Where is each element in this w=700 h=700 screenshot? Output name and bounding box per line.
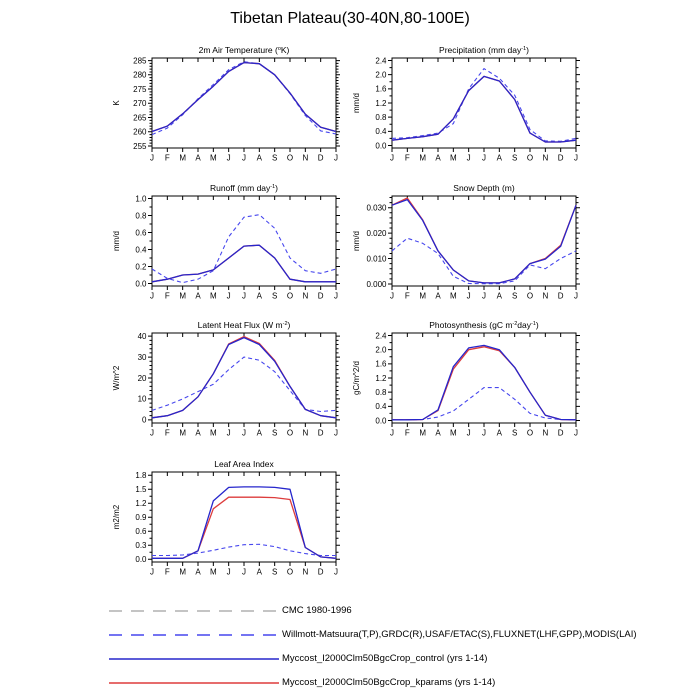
x-tick-label: J bbox=[334, 428, 338, 438]
series-line-control bbox=[152, 63, 336, 132]
series-line-obs bbox=[152, 357, 336, 411]
x-tick-label: S bbox=[271, 291, 278, 301]
x-tick-label: J bbox=[466, 428, 471, 438]
series-line-kparams bbox=[152, 63, 336, 132]
x-tick-label: J bbox=[242, 153, 246, 163]
figure-title: Tibetan Plateau(30-40N,80-100E) bbox=[230, 10, 470, 27]
x-tick-label: A bbox=[435, 428, 441, 438]
x-tick-label: J bbox=[334, 567, 338, 577]
x-tick-label: F bbox=[164, 428, 170, 438]
y-tick-label: 275 bbox=[133, 84, 147, 94]
x-tick-label: A bbox=[195, 428, 201, 438]
x-tick-label: N bbox=[302, 567, 309, 577]
y-tick-label: 0.0 bbox=[135, 279, 147, 289]
y-tick-label: 10 bbox=[137, 394, 147, 404]
x-tick-label: M bbox=[179, 567, 187, 577]
y-tick-label: 1.6 bbox=[375, 359, 387, 369]
x-tick-label: J bbox=[466, 291, 471, 301]
y-tick-label: 0.4 bbox=[375, 127, 387, 137]
y-axis-label: W/m^2 bbox=[112, 365, 121, 391]
legend-label: CMC 1980-1996 bbox=[282, 604, 352, 616]
x-tick-label: M bbox=[449, 428, 457, 438]
y-tick-label: 0.3 bbox=[135, 541, 147, 551]
y-tick-label: 2.0 bbox=[375, 345, 387, 355]
y-tick-label: 0.0 bbox=[375, 416, 387, 426]
x-tick-label: J bbox=[242, 291, 246, 301]
panel-title: 2m Air Temperature ($^o$K) bbox=[198, 45, 290, 55]
y-tick-label: 285 bbox=[133, 56, 147, 66]
y-tick-label: 1.2 bbox=[375, 98, 387, 108]
y-tick-label: 270 bbox=[133, 99, 147, 109]
x-tick-label: J bbox=[150, 291, 154, 301]
x-tick-label: M bbox=[449, 291, 457, 301]
y-tick-label: 2.4 bbox=[375, 331, 387, 341]
x-tick-label: M bbox=[419, 428, 427, 438]
x-tick-label: A bbox=[256, 153, 263, 163]
y-tick-label: 0.0 bbox=[135, 555, 147, 565]
x-tick-label: D bbox=[317, 153, 324, 163]
y-axis-label: K bbox=[112, 100, 121, 106]
y-tick-label: 280 bbox=[133, 70, 147, 80]
x-tick-label: S bbox=[511, 153, 518, 163]
x-tick-label: A bbox=[195, 291, 201, 301]
series-line-obs bbox=[152, 215, 336, 283]
y-tick-label: 2.0 bbox=[375, 70, 387, 80]
y-tick-label: 0.000 bbox=[366, 279, 387, 289]
y-axis-label: mm/d bbox=[112, 231, 121, 251]
x-tick-label: N bbox=[302, 291, 309, 301]
y-axis-label: gC/m^2/d bbox=[352, 361, 361, 395]
y-tick-label: 1.2 bbox=[135, 499, 147, 509]
y-tick-label: 0 bbox=[142, 415, 147, 425]
y-tick-label: 20 bbox=[137, 373, 147, 383]
y-axis-label: mm/d bbox=[352, 231, 361, 251]
x-tick-label: J bbox=[226, 291, 231, 301]
x-tick-label: S bbox=[271, 567, 278, 577]
series-line-control bbox=[152, 245, 336, 282]
x-tick-label: A bbox=[435, 153, 441, 163]
y-tick-label: 0.2 bbox=[135, 262, 147, 272]
x-tick-label: M bbox=[419, 291, 427, 301]
series-line-obs bbox=[392, 69, 576, 142]
x-tick-label: J bbox=[150, 153, 154, 163]
x-tick-label: J bbox=[334, 291, 338, 301]
y-tick-label: 0.0 bbox=[375, 141, 387, 151]
x-tick-label: A bbox=[256, 567, 263, 577]
x-tick-label: S bbox=[511, 291, 518, 301]
x-tick-label: J bbox=[150, 428, 154, 438]
series-line-obs bbox=[392, 388, 576, 420]
x-tick-label: F bbox=[164, 291, 170, 301]
y-tick-label: 265 bbox=[133, 113, 147, 123]
x-tick-label: A bbox=[256, 291, 263, 301]
x-tick-label: M bbox=[449, 153, 457, 163]
y-tick-label: 30 bbox=[137, 352, 147, 362]
legend-line-kparams bbox=[108, 680, 280, 686]
x-tick-label: S bbox=[271, 153, 278, 163]
legend-label: Myccost_I2000Clm50BgcCrop_control (yrs 1-14) bbox=[282, 652, 488, 664]
x-tick-label: M bbox=[209, 153, 217, 163]
x-tick-label: A bbox=[195, 567, 201, 577]
series-line-control bbox=[152, 338, 336, 418]
y-tick-label: 0.010 bbox=[366, 254, 387, 264]
panel-runoff bbox=[106, 181, 356, 315]
x-tick-label: N bbox=[302, 428, 309, 438]
panel-title: Latent Heat Flux (W $m^{-2}$) bbox=[197, 320, 291, 330]
panel-title: Leaf Area Index bbox=[214, 459, 274, 469]
x-tick-label: J bbox=[390, 428, 394, 438]
x-tick-label: M bbox=[209, 567, 217, 577]
x-tick-label: J bbox=[574, 153, 578, 163]
series-line-control bbox=[392, 76, 576, 142]
y-tick-label: 0.4 bbox=[375, 402, 387, 412]
panel-latent-heat-flux bbox=[106, 318, 356, 452]
x-tick-label: D bbox=[557, 428, 564, 438]
x-tick-label: F bbox=[404, 428, 410, 438]
x-tick-label: O bbox=[286, 428, 294, 438]
legend-label: Myccost_I2000Clm50BgcCrop_kparams (yrs 1-14) bbox=[282, 676, 496, 688]
panel-snow-depth bbox=[346, 181, 596, 315]
x-tick-label: S bbox=[511, 428, 518, 438]
series-line-obs bbox=[392, 238, 576, 284]
y-tick-label: 0.8 bbox=[375, 112, 387, 122]
y-tick-label: 1.6 bbox=[375, 84, 387, 94]
x-tick-label: S bbox=[271, 428, 278, 438]
x-tick-label: J bbox=[242, 428, 246, 438]
x-tick-label: J bbox=[226, 567, 231, 577]
x-tick-label: J bbox=[334, 153, 338, 163]
y-tick-label: 0.020 bbox=[366, 228, 387, 238]
panel-photosynthesis bbox=[346, 318, 596, 452]
x-tick-label: A bbox=[435, 291, 441, 301]
x-tick-label: O bbox=[286, 291, 294, 301]
panel-title: Precipitation (mm day$^{-1}$) bbox=[439, 45, 529, 55]
y-axis-label: mm/d bbox=[352, 93, 361, 113]
y-tick-label: 1.5 bbox=[135, 485, 147, 495]
x-tick-label: A bbox=[195, 153, 201, 163]
series-line-control bbox=[392, 345, 576, 419]
x-tick-label: J bbox=[466, 153, 471, 163]
x-tick-label: J bbox=[482, 291, 486, 301]
panel-title: Snow Depth (m) bbox=[453, 183, 515, 193]
series-line-kparams bbox=[392, 347, 576, 420]
x-tick-label: J bbox=[242, 567, 246, 577]
x-tick-label: D bbox=[317, 567, 324, 577]
x-tick-label: J bbox=[390, 291, 394, 301]
panel-title: Runoff (mm day$^{-1}$) bbox=[209, 183, 279, 193]
x-tick-label: D bbox=[317, 428, 324, 438]
x-tick-label: M bbox=[209, 291, 217, 301]
x-tick-label: J bbox=[390, 153, 394, 163]
x-tick-label: J bbox=[226, 428, 231, 438]
x-tick-label: N bbox=[542, 428, 549, 438]
x-tick-label: O bbox=[286, 153, 294, 163]
x-tick-label: J bbox=[482, 153, 486, 163]
y-tick-label: 2.4 bbox=[375, 56, 387, 66]
y-tick-label: 0.8 bbox=[375, 387, 387, 397]
x-tick-label: A bbox=[496, 291, 503, 301]
x-tick-label: N bbox=[542, 153, 549, 163]
legend-line-control bbox=[108, 656, 280, 662]
y-tick-label: 1.2 bbox=[375, 373, 387, 383]
x-tick-label: D bbox=[557, 153, 564, 163]
x-tick-label: M bbox=[179, 153, 187, 163]
x-tick-label: F bbox=[404, 291, 410, 301]
x-tick-label: N bbox=[302, 153, 309, 163]
series-line-control bbox=[392, 200, 576, 283]
x-tick-label: F bbox=[404, 153, 410, 163]
x-tick-label: D bbox=[317, 291, 324, 301]
x-tick-label: A bbox=[496, 428, 503, 438]
x-tick-label: J bbox=[574, 291, 578, 301]
x-tick-label: O bbox=[286, 567, 294, 577]
x-tick-label: M bbox=[179, 428, 187, 438]
series-line-kparams bbox=[152, 337, 336, 418]
legend-line-cmc bbox=[108, 608, 280, 614]
y-tick-label: 0.6 bbox=[135, 527, 147, 537]
x-tick-label: O bbox=[526, 428, 534, 438]
x-tick-label: O bbox=[526, 153, 534, 163]
panel-title: Photosynthesis (gC $m^{-2}day^{-1}$) bbox=[429, 320, 539, 330]
y-tick-label: 0.9 bbox=[135, 513, 147, 523]
x-tick-label: J bbox=[574, 428, 578, 438]
panel-leaf-area-index bbox=[106, 457, 356, 591]
y-tick-label: 0.6 bbox=[135, 228, 147, 238]
y-tick-label: 1.8 bbox=[135, 471, 147, 481]
x-tick-label: M bbox=[419, 153, 427, 163]
series-line-kparams bbox=[392, 198, 576, 283]
y-tick-label: 40 bbox=[137, 331, 147, 341]
series-line-kparams bbox=[392, 76, 576, 142]
x-tick-label: A bbox=[256, 428, 263, 438]
x-tick-label: F bbox=[164, 567, 170, 577]
y-axis-label: m2/m2 bbox=[112, 504, 121, 530]
y-tick-label: 0.030 bbox=[366, 203, 387, 213]
x-tick-label: J bbox=[482, 428, 486, 438]
legend-line-obs bbox=[108, 632, 280, 638]
x-tick-label: M bbox=[179, 291, 187, 301]
x-tick-label: D bbox=[557, 291, 564, 301]
series-line-obs bbox=[152, 62, 336, 135]
panel-precipitation bbox=[346, 43, 596, 177]
x-tick-label: N bbox=[542, 291, 549, 301]
y-tick-label: 0.8 bbox=[135, 211, 147, 221]
x-tick-label: O bbox=[526, 291, 534, 301]
x-tick-label: M bbox=[209, 428, 217, 438]
legend-label: Willmott-Matsuura(T,P),GRDC(R),USAF/ETAC(S),FLUXNET(LHF,GPP),MODIS(LAI) bbox=[282, 628, 637, 640]
y-tick-label: 0.4 bbox=[135, 245, 147, 255]
panel-air-temperature bbox=[106, 43, 356, 177]
x-tick-label: F bbox=[164, 153, 170, 163]
y-tick-label: 260 bbox=[133, 127, 147, 137]
x-tick-label: J bbox=[226, 153, 231, 163]
x-tick-label: J bbox=[150, 567, 154, 577]
x-tick-label: A bbox=[496, 153, 503, 163]
y-tick-label: 255 bbox=[133, 141, 147, 151]
y-tick-label: 1.0 bbox=[135, 194, 147, 204]
